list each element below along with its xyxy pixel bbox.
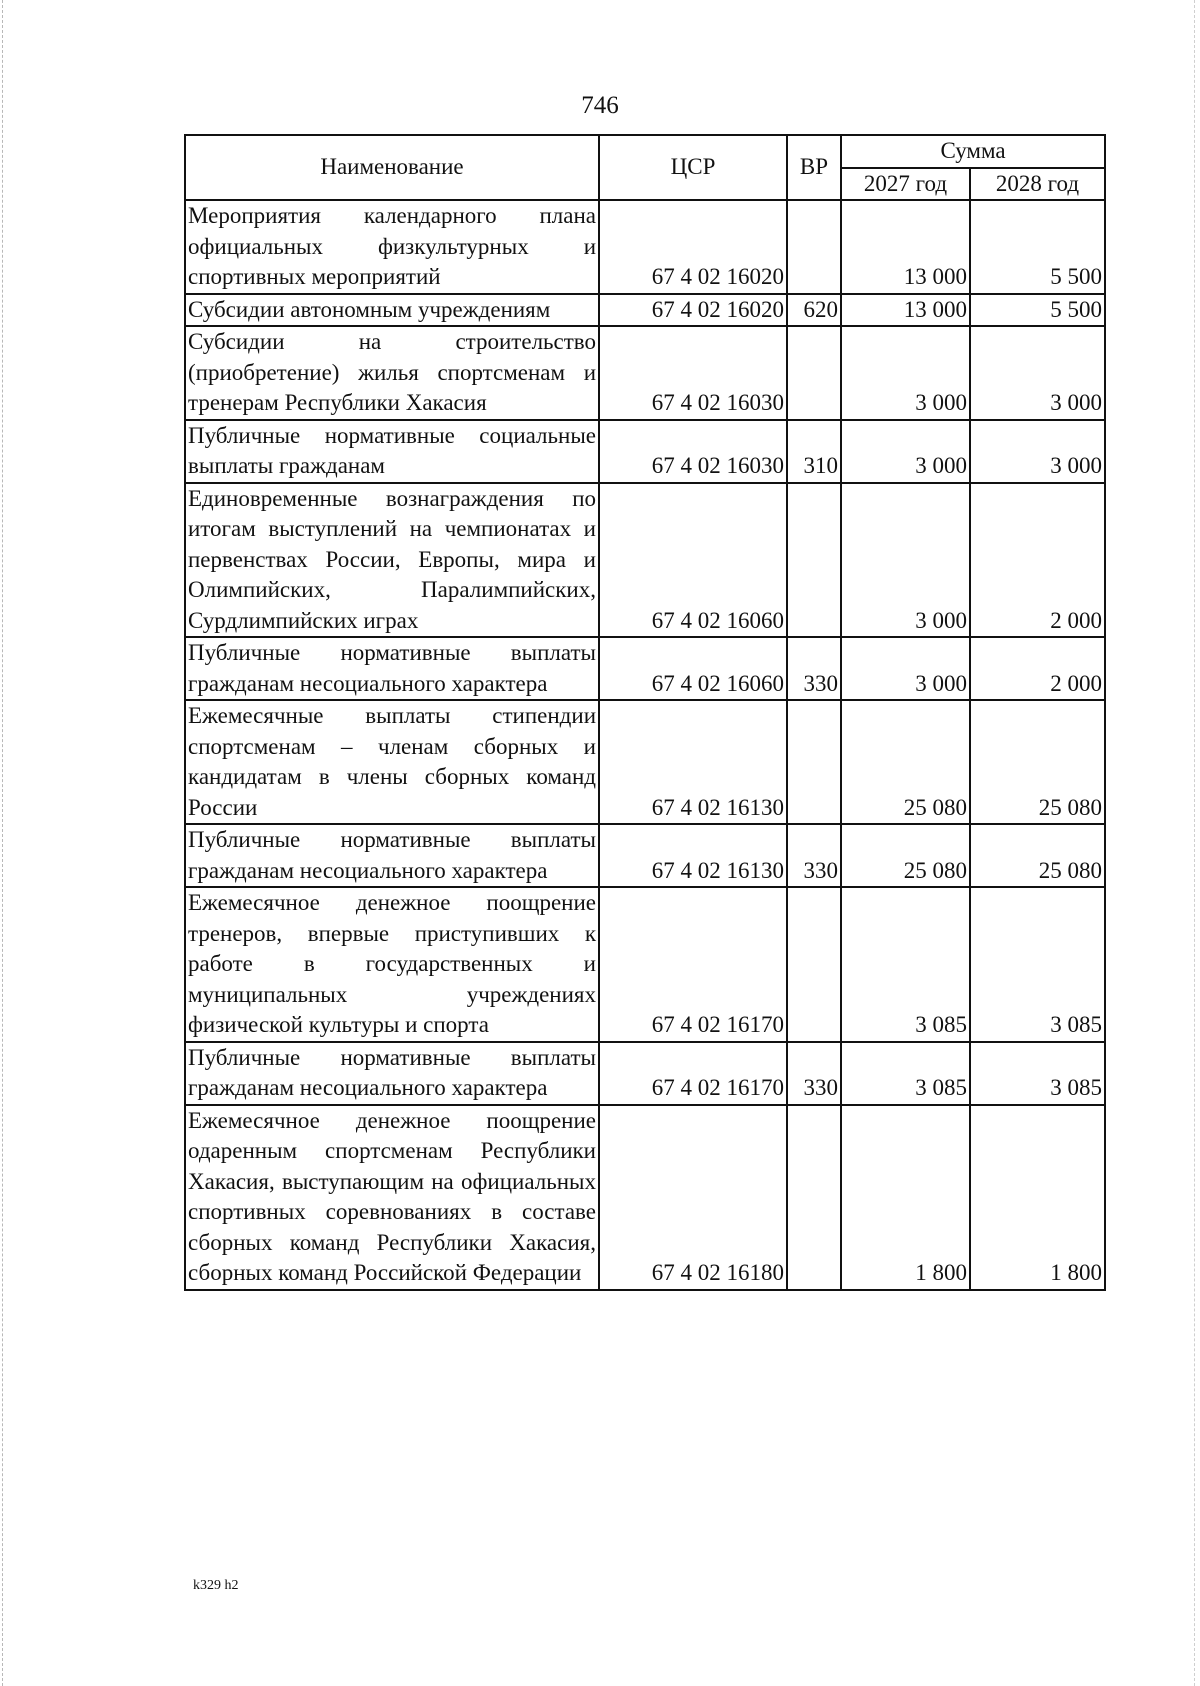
row-name: Мероприятия календарного плана официальных физкультурных и спортивных мероприятий: [185, 200, 599, 294]
row-sum-2027: 25 080: [841, 824, 970, 887]
row-name: Публичные нормативные выплаты гражданам несоциального характера: [185, 637, 599, 700]
table-body: [185, 200, 1105, 1290]
row-csr: 67 4 02 16030: [599, 326, 787, 420]
table-row: [185, 824, 1105, 887]
table-row: [185, 1105, 1105, 1290]
row-name: Ежемесячное денежное поощрение тренеров, впервые приступивших к работе в государственных и муниципальных учреждениях физической культуры и спорта: [185, 887, 599, 1042]
footer-document-code: k329 h2: [193, 1578, 239, 1593]
row-sum-2027: 3 000: [841, 483, 970, 638]
row-sum-2028: 5 500: [970, 200, 1105, 294]
table-row: [185, 420, 1105, 483]
row-csr: 67 4 02 16060: [599, 483, 787, 638]
row-csr: 67 4 02 16170: [599, 1042, 787, 1105]
row-csr: 67 4 02 16170: [599, 887, 787, 1042]
row-vr: 310: [787, 420, 841, 483]
row-sum-2028: 25 080: [970, 700, 1105, 824]
row-name: Субсидии на строительство (приобретение) жилья спортсменам и тренерам Республики Хакасия: [185, 326, 599, 420]
row-vr: 330: [787, 637, 841, 700]
row-vr: [787, 1105, 841, 1290]
row-csr: 67 4 02 16130: [599, 824, 787, 887]
header-name: Наименование: [185, 135, 599, 200]
row-vr: 330: [787, 824, 841, 887]
row-sum-2028: 1 800: [970, 1105, 1105, 1290]
header-sum: Сумма: [841, 135, 1105, 168]
row-sum-2028: 3 085: [970, 887, 1105, 1042]
row-csr: 67 4 02 16020: [599, 294, 787, 327]
header-year-2027: 2027 год: [841, 168, 970, 201]
header-vr: ВР: [787, 135, 841, 200]
row-csr: 67 4 02 16180: [599, 1105, 787, 1290]
row-sum-2027: 13 000: [841, 294, 970, 327]
table-row: [185, 483, 1105, 638]
page-number: 746: [581, 92, 619, 119]
header-csr: ЦСР: [599, 135, 787, 200]
row-sum-2027: 3 000: [841, 420, 970, 483]
row-sum-2028: 3 000: [970, 420, 1105, 483]
row-name: Публичные нормативные социальные выплаты гражданам: [185, 420, 599, 483]
row-vr: 620: [787, 294, 841, 327]
row-name: Единовременные вознаграждения по итогам выступлений на чемпионатах и первенствах России, Европы, мира и Олимпийских, Паралимпийских, Сурдлимпийских играх: [185, 483, 599, 638]
budget-table: [184, 134, 1106, 1291]
row-sum-2027: 3 000: [841, 637, 970, 700]
row-name: Публичные нормативные выплаты гражданам несоциального характера: [185, 824, 599, 887]
row-sum-2028: 2 000: [970, 637, 1105, 700]
row-sum-2027: 1 800: [841, 1105, 970, 1290]
scan-edge-right: [1194, 0, 1196, 1686]
table-header: [185, 135, 1105, 200]
table-row: [185, 887, 1105, 1042]
table-row: [185, 700, 1105, 824]
row-sum-2028: 25 080: [970, 824, 1105, 887]
table-row: [185, 294, 1105, 327]
row-sum-2027: 3 085: [841, 887, 970, 1042]
row-sum-2028: 2 000: [970, 483, 1105, 638]
row-vr: [787, 483, 841, 638]
row-vr: [787, 887, 841, 1042]
table-row: [185, 326, 1105, 420]
row-name: Ежемесячные выплаты стипендии спортсменам – членам сборных и кандидатам в члены сборных команд России: [185, 700, 599, 824]
row-sum-2027: 3 000: [841, 326, 970, 420]
row-name: Субсидии автономным учреждениям: [185, 294, 599, 327]
row-csr: 67 4 02 16020: [599, 200, 787, 294]
row-sum-2027: 25 080: [841, 700, 970, 824]
row-sum-2028: 3 085: [970, 1042, 1105, 1105]
row-vr: [787, 700, 841, 824]
row-csr: 67 4 02 16030: [599, 420, 787, 483]
row-sum-2028: 5 500: [970, 294, 1105, 327]
row-sum-2028: 3 000: [970, 326, 1105, 420]
row-name: Публичные нормативные выплаты гражданам несоциального характера: [185, 1042, 599, 1105]
table-row: [185, 200, 1105, 294]
row-sum-2027: 13 000: [841, 200, 970, 294]
row-name: Ежемесячное денежное поощрение одаренным спортсменам Республики Хакасия, выступающим на официальных спортивных соревнованиях в составе сборных команд Республики Хакасия, сборных команд Российской Федерации: [185, 1105, 599, 1290]
row-vr: [787, 326, 841, 420]
scan-edge-left: [2, 0, 4, 1686]
row-vr: [787, 200, 841, 294]
row-csr: 67 4 02 16130: [599, 700, 787, 824]
table-row: [185, 1042, 1105, 1105]
header-year-2028: 2028 год: [970, 168, 1105, 201]
row-csr: 67 4 02 16060: [599, 637, 787, 700]
table-row: [185, 637, 1105, 700]
row-vr: 330: [787, 1042, 841, 1105]
row-sum-2027: 3 085: [841, 1042, 970, 1105]
